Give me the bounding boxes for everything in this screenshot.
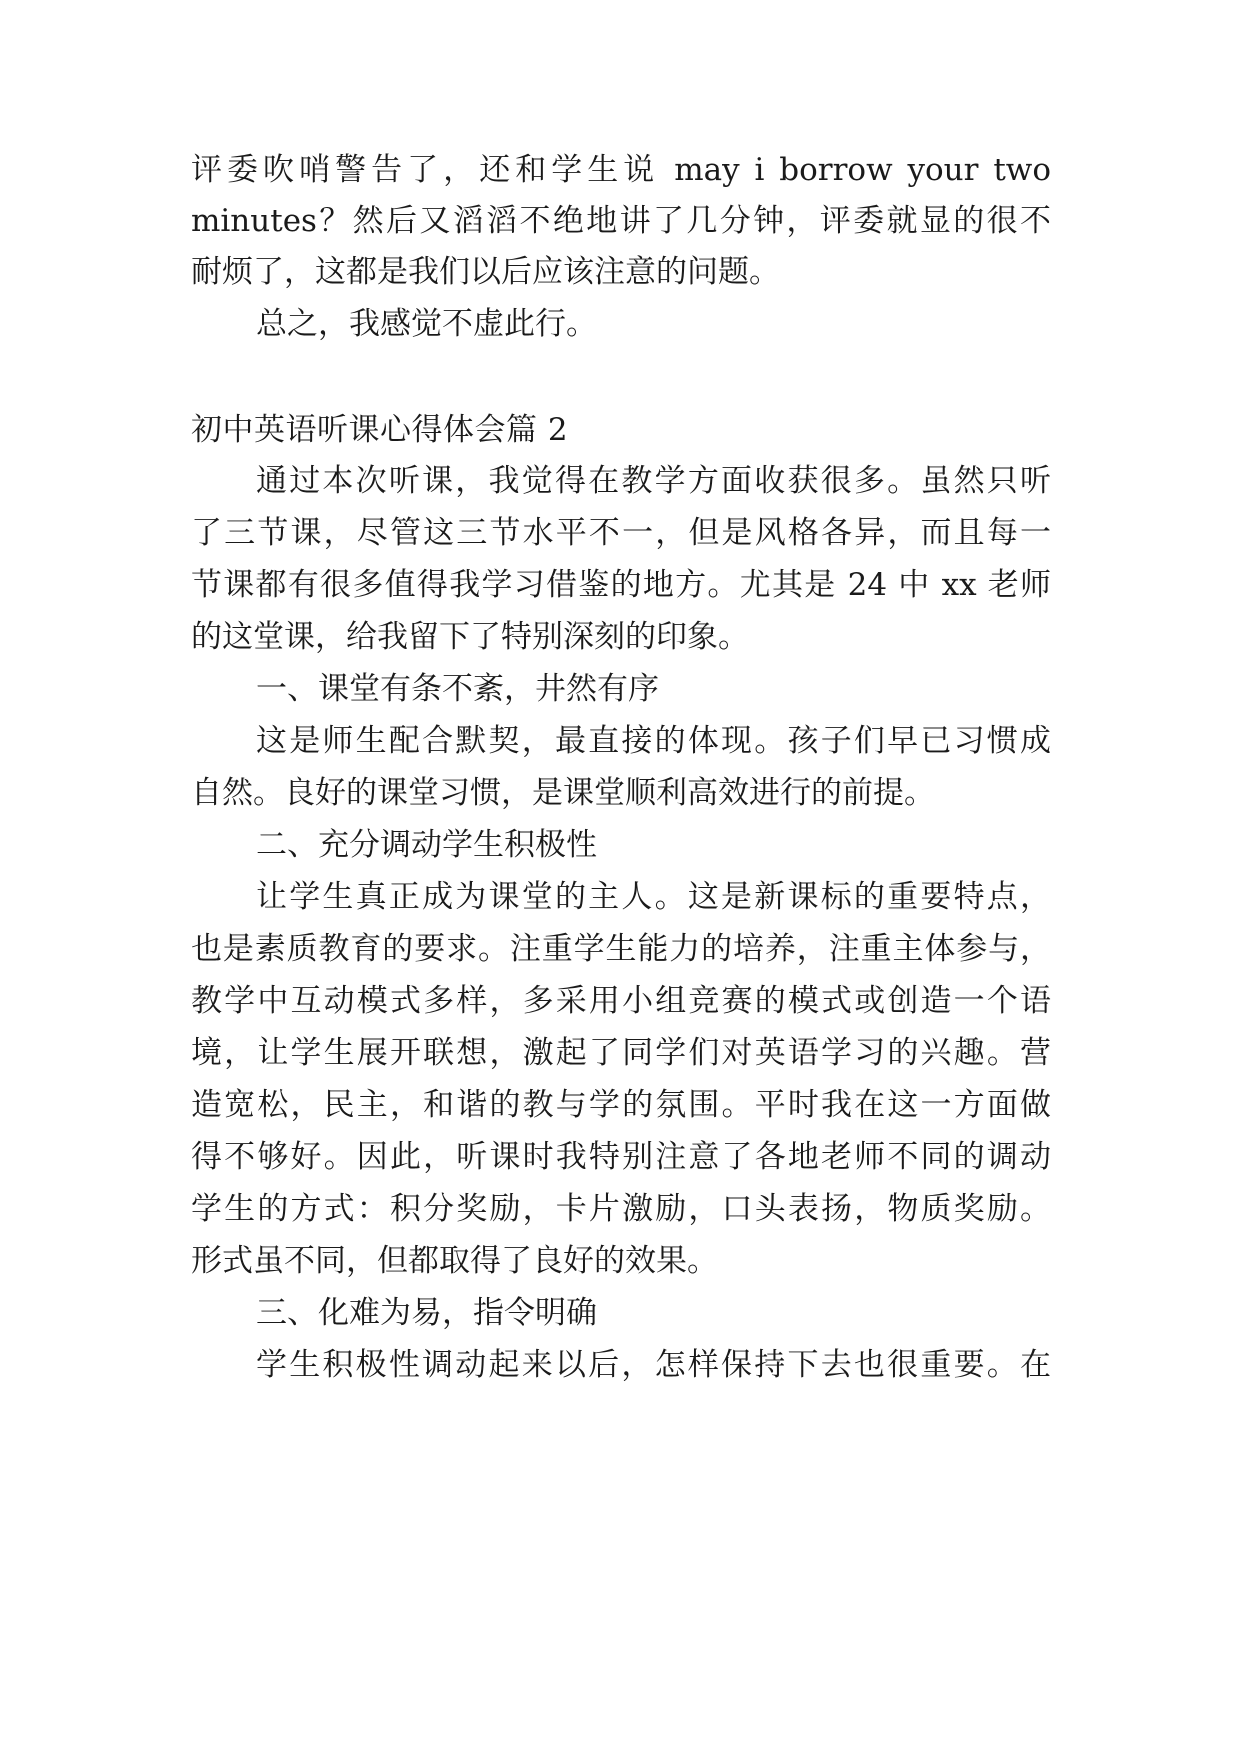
paragraph-line: 学生的方式：积分奖励，卡片激励，口头表扬，物质奖励。 (191, 1191, 1051, 1227)
subheading: 三、化难为易，指令明确 (256, 1295, 597, 1331)
paragraph-line: 学生积极性调动起来以后，怎样保持下去也很重要。在 (256, 1347, 1051, 1383)
paragraph-line: 境，让学生展开联想，激起了同学们对英语学习的兴趣。营 (191, 1035, 1051, 1071)
paragraph-line: 也是素质教育的要求。注重学生能力的培养，注重主体参与， (191, 931, 1051, 967)
paragraph-line: 耐烦了，这都是我们以后应该注意的问题。 (191, 254, 780, 290)
paragraph-line: 评委吹哨警告了，还和学生说 may i borrow your two (191, 152, 1051, 188)
paragraph-line: 造宽松，民主，和谐的教与学的氛围。平时我在这一方面做 (191, 1087, 1051, 1123)
paragraph-line: 自然。良好的课堂习惯，是课堂顺利高效进行的前提。 (191, 775, 935, 811)
paragraph-line: 这是师生配合默契，最直接的体现。孩子们早已习惯成 (256, 723, 1051, 759)
paragraph-line: 得不够好。因此，听课时我特别注意了各地老师不同的调动 (191, 1139, 1051, 1175)
paragraph-line: minutes？然后又滔滔不绝地讲了几分钟，评委就显的很不 (191, 203, 1051, 239)
paragraph-line: 通过本次听课，我觉得在教学方面收获很多。虽然只听 (256, 463, 1051, 499)
paragraph-line: 节课都有很多值得我学习借鉴的地方。尤其是 24 中 xx 老师 (191, 567, 1051, 603)
paragraph-line: 的这堂课，给我留下了特别深刻的印象。 (191, 619, 749, 655)
section-title: 初中英语听课心得体会篇 2 (191, 412, 569, 448)
subheading: 二、充分调动学生积极性 (256, 827, 597, 863)
paragraph-line: 总之，我感觉不虚此行。 (256, 306, 597, 342)
paragraph-line: 了三节课，尽管这三节水平不一，但是风格各异，而且每一 (191, 515, 1051, 551)
subheading: 一、课堂有条不紊，井然有序 (256, 671, 659, 707)
paragraph-line: 教学中互动模式多样，多采用小组竞赛的模式或创造一个语 (191, 983, 1051, 1019)
paragraph-line: 让学生真正成为课堂的主人。这是新课标的重要特点， (256, 879, 1051, 915)
paragraph-line: 形式虽不同，但都取得了良好的效果。 (191, 1243, 718, 1279)
